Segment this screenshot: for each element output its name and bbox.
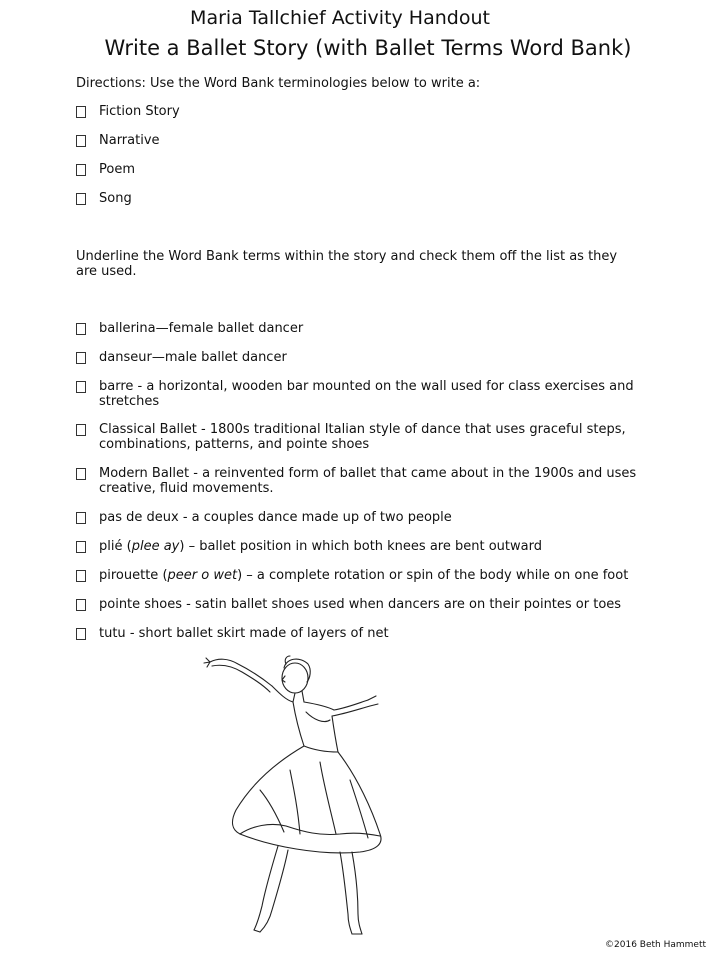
page-subtitle: Write a Ballet Story (with Ballet Terms Word Bank): [104, 36, 632, 60]
word-bank-text: pirouette (peer o wet) – a complete rotation or spin of the body while on one foot: [99, 568, 629, 583]
checkbox-icon[interactable]: [76, 424, 86, 436]
word-bank-item[interactable]: [76, 568, 646, 597]
term-separator: -: [196, 422, 210, 437]
term-pronunciation: plee ay: [131, 539, 180, 554]
word-bank-text: [99, 350, 646, 379]
term-name: pas de deux: [99, 510, 179, 525]
word-bank-item[interactable]: [76, 422, 646, 466]
option-song[interactable]: [76, 191, 180, 220]
word-bank-text: [99, 597, 646, 626]
copyright-notice: ©2016 Beth Hammett: [605, 940, 706, 950]
term-definition: male ballet dancer: [164, 350, 287, 365]
checkbox-icon[interactable]: [76, 570, 86, 582]
word-bank-text: [99, 321, 646, 350]
term-pronunciation: peer o wet: [167, 568, 238, 583]
term-name: pirouette: [99, 568, 159, 583]
word-bank-item[interactable]: [76, 510, 646, 539]
term-separator: -: [133, 379, 147, 394]
word-bank-text: [99, 422, 646, 466]
checkbox-icon[interactable]: [76, 599, 86, 611]
checkbox-icon[interactable]: [76, 468, 86, 480]
word-bank-item[interactable]: [76, 597, 646, 626]
term-definition: a complete rotation or spin of the body while on one foot: [256, 568, 629, 583]
term-name: danseur: [99, 350, 152, 365]
word-bank-item[interactable]: [76, 379, 646, 422]
checkbox-icon[interactable]: [76, 164, 86, 176]
word-bank-item[interactable]: [76, 466, 646, 510]
term-name: ballerina: [99, 321, 156, 336]
option-label: Song: [99, 191, 132, 206]
option-narrative[interactable]: [76, 133, 180, 162]
option-poem[interactable]: [76, 162, 180, 191]
checkbox-icon[interactable]: [76, 541, 86, 553]
term-definition: 1800s traditional Italian style of dance that uses graceful steps, combinations, patterns, and pointe shoes: [99, 422, 626, 452]
checkbox-icon[interactable]: [76, 193, 86, 205]
term-definition: short ballet skirt made of layers of net: [138, 626, 389, 641]
option-label: Poem: [99, 162, 135, 177]
term-separator: -: [189, 466, 203, 481]
writing-options-list: [76, 104, 180, 220]
checkbox-icon[interactable]: [76, 323, 86, 335]
option-fiction-story[interactable]: [76, 104, 180, 133]
term-definition: satin ballet shoes used when dancers are on their pointes or toes: [195, 597, 622, 612]
checkbox-icon[interactable]: [76, 512, 86, 524]
word-bank-text: plié (plee ay) – ballet position in which both knees are bent outward: [99, 539, 542, 554]
instruction-text: Underline the Word Bank terms within the story and check them off the list as they are used.: [76, 249, 618, 279]
term-separator: -: [125, 626, 139, 641]
term-separator: –: [242, 568, 257, 583]
term-definition: a couples dance made up of two people: [191, 510, 452, 525]
checkbox-icon[interactable]: [76, 135, 86, 147]
word-bank-item[interactable]: [76, 321, 646, 350]
term-separator: -: [178, 510, 192, 525]
term-separator: –: [184, 539, 200, 554]
option-label: Narrative: [99, 133, 160, 148]
word-bank-text: [99, 510, 646, 539]
term-name: Classical Ballet: [99, 422, 197, 437]
ballerina-illustration: [200, 650, 430, 935]
word-bank-item[interactable]: [76, 350, 646, 379]
word-bank-item[interactable]: [76, 539, 646, 568]
term-name: barre: [99, 379, 134, 394]
checkbox-icon[interactable]: [76, 352, 86, 364]
term-separator: -: [182, 597, 195, 612]
term-name: Modern Ballet: [99, 466, 190, 481]
term-definition: a horizontal, wooden bar mounted on the wall used for class exercises and stretches: [99, 379, 634, 409]
term-separator: —: [155, 321, 169, 336]
term-name: pointe shoes: [99, 597, 183, 612]
term-name: tutu: [99, 626, 126, 641]
word-bank-text: [99, 379, 646, 422]
checkbox-icon[interactable]: [76, 628, 86, 640]
word-bank-text: [99, 466, 646, 510]
word-bank-list: [76, 321, 646, 655]
option-label: Fiction Story: [99, 104, 180, 119]
term-name: plié: [99, 539, 123, 554]
page-title: Maria Tallchief Activity Handout: [190, 7, 490, 29]
term-definition: a reinvented form of ballet that came about in the 1900s and uses creative, fluid movements.: [99, 466, 637, 496]
term-definition: ballet position in which both knees are bent outward: [199, 539, 542, 554]
checkbox-icon[interactable]: [76, 381, 86, 393]
term-separator: —: [151, 350, 165, 365]
directions-text: Directions: Use the Word Bank terminologies below to write a:: [76, 76, 481, 91]
term-definition: female ballet dancer: [168, 321, 304, 336]
checkbox-icon[interactable]: [76, 106, 86, 118]
